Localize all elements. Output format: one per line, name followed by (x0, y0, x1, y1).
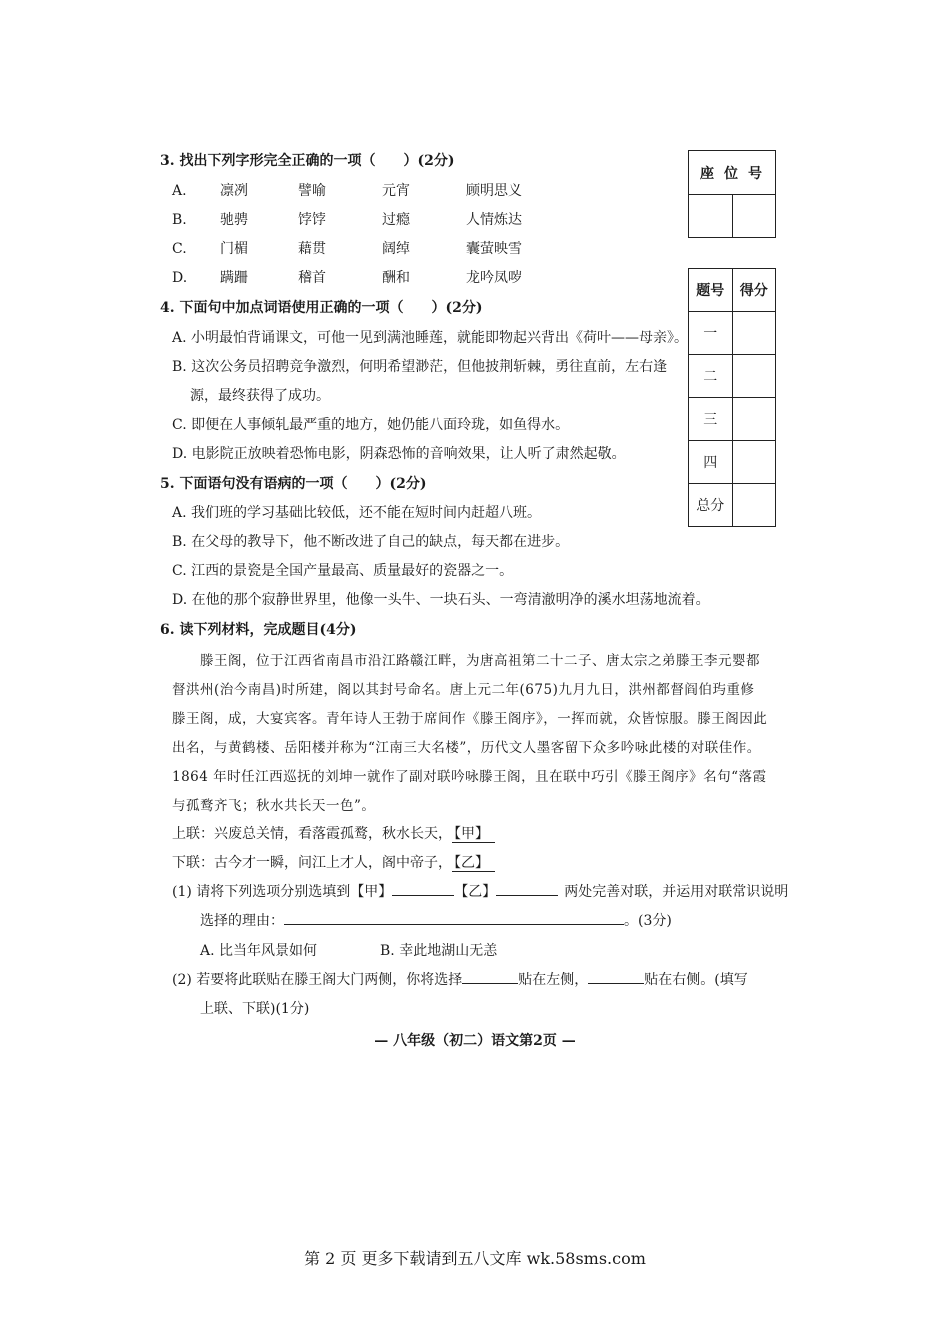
q6-passage-line-6: 与孤鹜齐飞；秋水共长天一色”。 (172, 798, 376, 814)
q6-sub2-line1 (172, 969, 748, 989)
score-row-label: 一 (689, 312, 733, 355)
left-side-blank[interactable] (462, 969, 518, 984)
score-table-row (689, 441, 776, 484)
q6-sub2-text-c: 贴在右侧。(填写 (644, 972, 748, 988)
q3-b-label: B. (172, 212, 187, 228)
q5-stem: 5. 下面语句没有语病的一项（ ）(2分) (160, 476, 427, 492)
score-cell[interactable] (732, 441, 776, 484)
download-note: 第 2 页 更多下载请到五八文库 wk.58sms.com (304, 1249, 646, 1268)
q6-sub1-line2 (200, 910, 672, 930)
q6-choice-a: A. 比当年风景如何 (200, 943, 318, 959)
q4-option-b-line1: B. 这次公务员招聘竞争激烈，何明希望渺茫，但他披荆斩棘，勇往直前，左右逢 (172, 359, 668, 375)
yi-answer-blank[interactable] (496, 881, 558, 896)
q6-choice-b: B. 幸此地湖山无恙 (380, 943, 498, 959)
score-header-score: 得分 (732, 269, 776, 312)
jia-answer-blank[interactable] (392, 881, 454, 896)
score-table-row (689, 312, 776, 355)
q3-option-a (172, 180, 522, 200)
q3-c-word-1: 门楣 (220, 241, 248, 257)
q3-d-word-1: 蹒跚 (220, 270, 248, 286)
q6-sub1-line1 (172, 881, 788, 901)
seat-number-table (688, 150, 776, 238)
q3-a-word-1: 凛冽 (220, 183, 248, 199)
q3-a-label: A. (172, 183, 187, 199)
q6-passage-line-3: 滕王阁，成，大宴宾客。青年诗人王勃于席间作《滕王阁序》，一挥而就，众皆惊服。滕王阁因此 (172, 711, 768, 727)
q3-option-b (172, 209, 522, 229)
score-table-row (689, 398, 776, 441)
upper-couplet (172, 823, 495, 843)
q6-passage-line-4: 出名，与黄鹤楼、岳阳楼并称为“江南三大名楼”，历代文人墨客留下众多吟咏此楼的对联佳作。 (172, 740, 761, 756)
q3-d-word-2: 稽首 (298, 270, 326, 286)
q3-a-word-4: 顾明思义 (466, 183, 522, 199)
q4-stem: 4. 下面句中加点词语使用正确的一项（ ）(2分) (160, 300, 483, 316)
upper-couplet-blank[interactable]: 【甲】 (452, 826, 495, 843)
q3-b-word-1: 驰骋 (220, 212, 248, 228)
lower-couplet-text: 下联：古今才一瞬，问江上才人，阁中帝子， (172, 855, 452, 871)
q6-sub2-line2: 上联、下联)(1分) (200, 1001, 310, 1017)
q6-passage-line-2: 督洪州(治今南昌)时所建，阁以其封号命名。唐上元二年(675)九月九日，洪州都督阎伯玙重修 (172, 682, 755, 698)
lower-couplet (172, 852, 495, 872)
score-table (688, 268, 776, 527)
score-cell[interactable] (732, 398, 776, 441)
score-cell[interactable] (732, 484, 776, 527)
q3-b-word-4: 人情炼达 (466, 212, 522, 228)
q5-option-b: B. 在父母的教导下，他不断改进了自己的缺点，每天都在进步。 (172, 534, 570, 550)
right-side-blank[interactable] (588, 969, 644, 984)
score-row-label: 三 (689, 398, 733, 441)
seat-number-cell-1[interactable] (689, 195, 732, 237)
q6-sub1-text-b: 【乙】 (454, 884, 497, 900)
upper-couplet-text: 上联：兴废总关情，看落霞孤鹜，秋水长天， (172, 826, 452, 842)
lower-couplet-blank[interactable]: 【乙】 (452, 855, 495, 872)
seat-number-cell-2[interactable] (732, 195, 776, 237)
q6-sub1-text-a: (1) 请将下列选项分别选填到【甲】 (172, 884, 393, 900)
seat-number-header: 座位号 (689, 151, 775, 195)
q6-sub1-text-c: 两处完善对联，并运用对联常识说明 (564, 884, 789, 900)
score-row-label: 总分 (689, 484, 733, 527)
q3-stem: 3. 找出下列字形完全正确的一项（ ）(2分) (160, 153, 455, 169)
q4-option-a: A. 小明最怕背诵课文，可他一见到满池睡莲，就能即物起兴背出《荷叶——母亲》。 (172, 330, 689, 346)
q5-option-d: D. 在他的那个寂静世界里，他像一头牛、一块石头、一弯清澈明净的溪水坦荡地流着。 (172, 592, 710, 608)
q6-sub1-text-e: 。(3分) (624, 913, 672, 929)
q3-a-word-2: 譬喻 (298, 183, 326, 199)
q3-d-word-4: 龙吟凤哕 (466, 270, 522, 286)
q6-stem: 6. 读下列材料，完成题目(4分) (160, 622, 357, 638)
q3-d-label: D. (172, 270, 188, 286)
q5-option-c: C. 江西的景瓷是全国产量最高、质量最好的瓷器之一。 (172, 563, 514, 579)
q3-option-d (172, 267, 522, 287)
score-row-label: 二 (689, 355, 733, 398)
score-header-question: 题号 (689, 269, 733, 312)
q3-c-word-4: 囊萤映雪 (466, 241, 522, 257)
q3-b-word-3: 过瘾 (382, 212, 410, 228)
q3-c-word-3: 阔绰 (382, 241, 410, 257)
q3-a-word-3: 元宵 (382, 183, 410, 199)
q5-option-a: A. 我们班的学习基础比较低，还不能在短时间内赶超八班。 (172, 505, 542, 521)
score-table-row (689, 355, 776, 398)
q4-option-c: C. 即便在人事倾轧最严重的地方，她仍能八面玲珑，如鱼得水。 (172, 417, 570, 433)
page-footer: — 八年级（初二）语文第2页 — (374, 1033, 576, 1049)
q6-sub2-text-a: (2) 若要将此联贴在滕王阁大门两侧，你将选择 (172, 972, 463, 988)
q6-sub1-text-d: 选择的理由： (200, 913, 284, 929)
score-table-header-row (689, 269, 776, 312)
q3-c-word-2: 藉贯 (298, 241, 326, 257)
q3-option-c (172, 238, 522, 258)
score-table-row (689, 484, 776, 527)
q4-option-b-line2: 源，最终获得了成功。 (190, 388, 330, 404)
q3-d-word-3: 酬和 (382, 270, 410, 286)
reason-answer-blank[interactable] (284, 910, 624, 925)
q6-passage-line-5: 1864 年时任江西巡抚的刘坤一就作了副对联吟咏滕王阁，且在联中巧引《滕王阁序》名句“落霞 (172, 769, 767, 785)
q4-option-d: D. 电影院正放映着恐怖电影，阴森恐怖的音响效果，让人听了肃然起敬。 (172, 446, 626, 462)
q3-c-label: C. (172, 241, 187, 257)
q6-passage-line-1: 滕王阁，位于江西省南昌市沿江路赣江畔，为唐高祖第二十二子、唐太宗之弟滕王李元婴都 (200, 653, 760, 669)
score-cell[interactable] (732, 355, 776, 398)
q6-sub2-text-b: 贴在左侧， (518, 972, 589, 988)
score-cell[interactable] (732, 312, 776, 355)
score-row-label: 四 (689, 441, 733, 484)
q3-b-word-2: 饽饽 (298, 212, 326, 228)
